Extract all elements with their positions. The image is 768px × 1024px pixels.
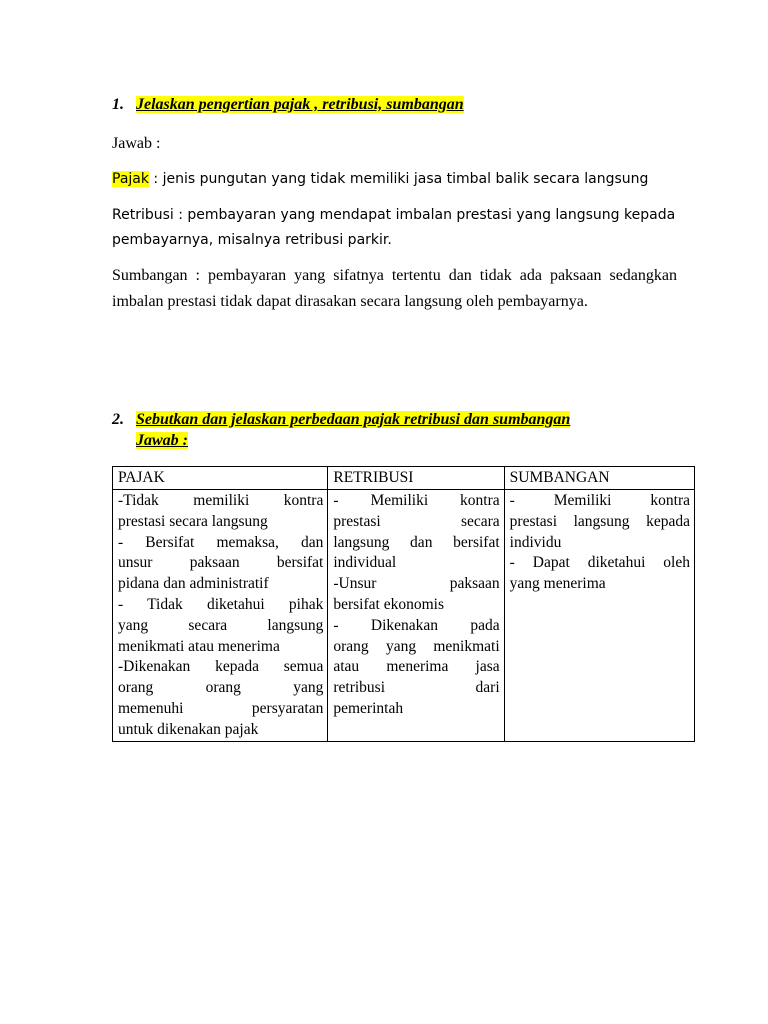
question-1-number: 1. [112,96,124,113]
table-cell-line: yang secara langsung [118,616,324,634]
table-cell-line: pemerintah [333,699,404,717]
table-cell-line: - Dikenakan pada [333,616,500,634]
answer-label-2 [136,431,188,451]
question-2 [112,410,570,430]
table-cell-line: - Bersifat memaksa, dan [118,533,324,551]
table-cell-line: yang menerima [509,575,606,593]
table-cell-line: untuk dikenakan pajak [118,720,259,738]
cell-sumbangan [504,490,694,742]
table-cell-line: orang yang menikmati [333,637,500,655]
table-cell-line: memenuhi persyaratan [118,699,324,717]
table-cell-line: - Memiliki kontra [509,492,690,509]
answer-label-1: Jawab : [112,135,161,152]
question-1 [112,95,464,115]
table-cell-line: -Unsur paksaan [333,575,500,593]
header-pajak: PAJAK [113,467,328,490]
table-cell-line: individual [333,554,397,572]
table-cell-line: orang orang yang [118,679,324,697]
table-header-row [113,467,695,490]
definition-pajak-term: Pajak [112,171,149,187]
table-cell-line: retribusi dari [333,679,500,697]
definition-retribusi: Retribusi : pembayaran yang mendapat imbalan prestasi yang langsung kepada pembayarnya, misalnya retribusi parkir. [112,207,676,248]
table-cell-line: individu [509,533,562,551]
table-cell-line: -Dikenakan kepada semua [118,658,324,676]
definition-sumbangan: Sumbangan : pembayaran yang sifatnya tertentu dan tidak ada paksaan sedangkan imbalan prestasi tidak dapat dirasakan secara langsung oleh pembayarnya. [112,267,677,310]
cell-retribusi [328,490,504,742]
table-cell-line: prestasi langsung kepada [509,512,690,530]
table-cell-line: unsur paksaan bersifat [118,554,324,572]
table-cell-line: - Tidak diketahui pihak [118,595,324,613]
comparison-table [112,466,695,742]
question-1-text: Jelaskan pengertian pajak , retribusi, sumbangan [136,96,464,113]
table-cell-line: bersifat ekonomis [333,595,444,613]
definition-pajak-text: : jenis pungutan yang tidak memiliki jasa timbal balik secara langsung [148,171,649,187]
table-cell-line: - Memiliki kontra [333,492,500,509]
header-retribusi: RETRIBUSI [328,467,504,490]
cell-pajak [113,490,328,742]
question-2-text: Sebutkan dan jelaskan perbedaan pajak retribusi dan sumbangan [136,411,571,428]
header-sumbangan: SUMBANGAN [504,467,694,490]
table-cell-line: -Tidak memiliki kontra [118,492,324,509]
table-cell-line: prestasi secara langsung [118,512,268,530]
table-cell-line: pidana dan administratif [118,575,269,593]
table-row [113,490,695,742]
definition-pajak [112,167,677,192]
answer-label-2-text: Jawab : [136,432,188,449]
table-cell-line: atau menerima jasa [333,658,500,676]
table-cell-line: langsung dan bersifat [333,533,500,551]
question-2-number: 2. [112,411,124,428]
table-cell-line: - Dapat diketahui oleh [509,554,690,572]
table-cell-line: prestasi secara [333,512,500,530]
table-cell-line: menikmati atau menerima [118,637,280,655]
